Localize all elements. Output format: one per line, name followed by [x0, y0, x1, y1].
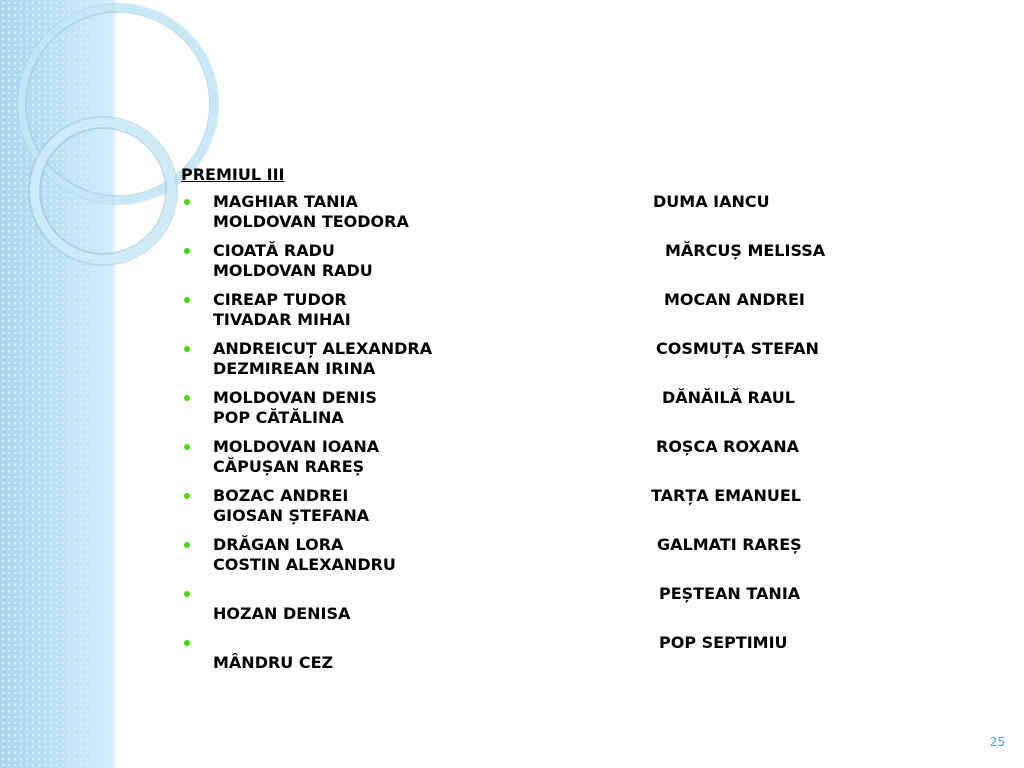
bullet-icon [184, 493, 190, 499]
item-right-name: MOCAN ANDREI [664, 290, 805, 309]
item-right-name: PEȘTEAN TANIA [659, 584, 801, 603]
list-item [181, 241, 901, 281]
bullet-icon [184, 542, 190, 548]
item-second-name: CĂPUȘAN RAREȘ [213, 457, 365, 476]
name-list [181, 192, 901, 673]
list-item [181, 437, 901, 477]
bullet-icon [184, 591, 190, 597]
item-right-name: DUMA IANCU [653, 192, 770, 211]
item-left-name: MAGHIAR TANIA [213, 192, 358, 211]
item-second-name: TIVADAR MIHAI [213, 310, 351, 329]
item-second-name: MOLDOVAN TEODORA [213, 212, 409, 231]
list-item [181, 290, 901, 330]
item-left-name: BOZAC ANDREI [213, 486, 349, 505]
slide-content [181, 165, 901, 682]
list-item [181, 633, 901, 673]
side-band-edge-line [113, 0, 116, 768]
item-left-name: ANDREICUȚ ALEXANDRA [213, 339, 433, 358]
bullet-icon [184, 346, 190, 352]
decorative-side-band [0, 0, 113, 768]
item-right-name: ROȘCA ROXANA [656, 437, 799, 456]
item-left-name: CIREAP TUDOR [213, 290, 347, 309]
list-item [181, 584, 901, 624]
item-second-name: MÂNDRU CEZ [213, 653, 334, 672]
item-left-name: CIOATĂ RADU [213, 241, 335, 260]
bullet-icon [184, 395, 190, 401]
bullet-icon [184, 248, 190, 254]
item-left-name: DRĂGAN LORA [213, 535, 344, 554]
slide-heading: PREMIUL III [181, 165, 285, 184]
item-right-name: GALMATI RAREȘ [657, 535, 802, 554]
bullet-icon [184, 297, 190, 303]
page-number: 25 [989, 735, 1005, 749]
item-right-name: COSMUȚA STEFAN [656, 339, 819, 358]
item-second-name: HOZAN DENISA [213, 604, 351, 623]
item-right-name: MĂRCUȘ MELISSA [665, 241, 826, 260]
list-item [181, 388, 901, 428]
item-second-name: POP CĂTĂLINA [213, 408, 344, 427]
bullet-icon [184, 199, 190, 205]
item-right-name: DĂNĂILĂ RAUL [662, 388, 795, 407]
item-right-name: TARȚA EMANUEL [651, 486, 801, 505]
item-right-name: POP SEPTIMIU [659, 633, 788, 652]
item-second-name: GIOSAN ȘTEFANA [213, 506, 370, 525]
bullet-icon [184, 444, 190, 450]
list-item [181, 535, 901, 575]
item-second-name: DEZMIREAN IRINA [213, 359, 376, 378]
item-left-name: MOLDOVAN IOANA [213, 437, 380, 456]
list-item [181, 486, 901, 526]
bullet-icon [184, 640, 190, 646]
item-second-name: MOLDOVAN RADU [213, 261, 373, 280]
list-item [181, 192, 901, 232]
item-second-name: COSTIN ALEXANDRU [213, 555, 396, 574]
list-item [181, 339, 901, 379]
item-left-name: MOLDOVAN DENIS [213, 388, 377, 407]
